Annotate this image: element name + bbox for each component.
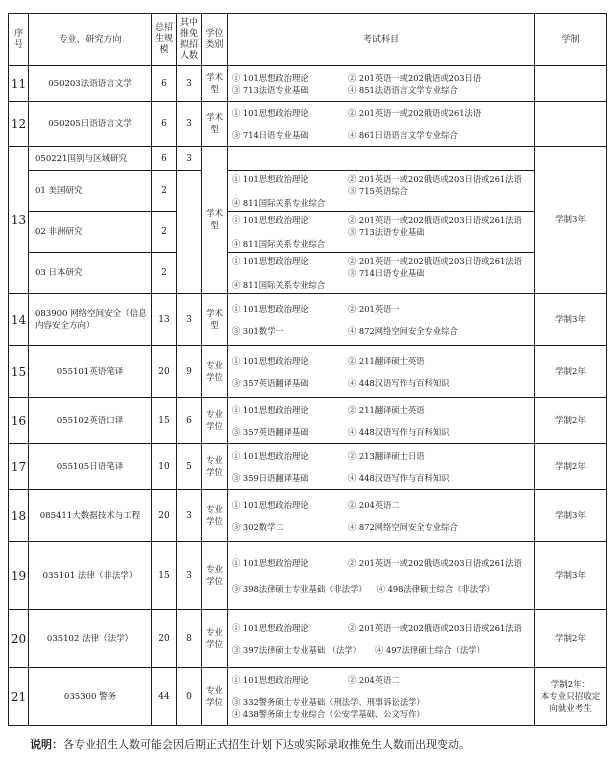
row-exempt: 3 — [177, 294, 202, 346]
row-total: 6 — [152, 147, 177, 171]
row-major: 035102 法律（法学） — [29, 610, 152, 668]
row-seq: 13 — [9, 147, 29, 294]
row-exempt — [177, 171, 202, 294]
row-exam: ① 101思想政治理论 ② 201英语一或202俄语或203日语或261法语 ③ 397法律硕士专业基础 （法学） ④ 497法律硕士综合（法学） — [228, 610, 535, 668]
row-exam: ① 101思想政治理论 ② 201英语一或202俄语或203日语或261法语 ③ 398法律硕士专业基础（非法学） ④ 498法律硕士综合（非法学） — [228, 542, 535, 610]
row-exempt: 3 — [177, 542, 202, 610]
table-row — [9, 444, 607, 490]
row-total: 20 — [152, 610, 177, 668]
admissions-table — [8, 13, 607, 726]
row-exempt: 9 — [177, 346, 202, 398]
row-duration — [535, 102, 607, 147]
row-exam: ① 101思想政治理论 ② 213翻译硕士日语 ③ 359日语翻译基础 ④ 448汉语写作与百科知识 — [228, 444, 535, 490]
row-major: 083900 网络空间安全（信息内容安全方向） — [29, 294, 152, 346]
row-duration: 学制2年 — [535, 444, 607, 490]
row-exempt: 6 — [177, 398, 202, 444]
row-seq: 21 — [9, 668, 29, 726]
row-exam: ① 101思想政治理论 ② 201英语一或202俄语或203日语或261法语 ③ 715英语综合 ④ 811国际关系专业综合 — [228, 171, 535, 212]
table-row — [9, 102, 607, 147]
table-row — [9, 398, 607, 444]
row-major: 035300 警务 — [29, 668, 152, 726]
row-exempt: 3 — [177, 147, 202, 171]
row-major: 050205日语语言文学 — [29, 102, 152, 147]
row-total: 2 — [152, 212, 177, 253]
row-major: 055105日语笔译 — [29, 444, 152, 490]
row-major: 055101英语笔译 — [29, 346, 152, 398]
row-exempt: 3 — [177, 490, 202, 542]
header-exam: 考试科目 — [228, 14, 535, 66]
row-total: 20 — [152, 346, 177, 398]
row-duration: 学制2年： 本专业只招收定 向就业考生 — [535, 668, 607, 726]
row-exam: ① 101思想政治理论 ② 201英语一 ③ 301数学一 ④ 872网络空间安全专业综合 — [228, 294, 535, 346]
row-degree: 学术 型 — [202, 102, 228, 147]
footnote-text: 各专业招生人数可能会因后期正式招生计划下达或实际录取推免生人数而出现变动。 — [63, 738, 470, 751]
row-total: 2 — [152, 253, 177, 294]
row-duration: 学制3年 — [535, 147, 607, 294]
row-degree: 学术 型 — [202, 66, 228, 102]
row-duration: 学制2年 — [535, 398, 607, 444]
table-row — [9, 171, 607, 212]
table-row — [9, 66, 607, 102]
row-seq: 11 — [9, 66, 29, 102]
row-exempt: 3 — [177, 66, 202, 102]
row-seq: 16 — [9, 398, 29, 444]
header-degree: 学位 类别 — [202, 14, 228, 66]
row-degree: 学术 型 — [202, 294, 228, 346]
row-total: 6 — [152, 66, 177, 102]
row-total: 2 — [152, 171, 177, 212]
row-exam — [228, 147, 535, 171]
table-row — [9, 610, 607, 668]
row-duration: 学制2年 — [535, 346, 607, 398]
row-duration: 学制3年 — [535, 294, 607, 346]
row-major: 01 美国研究 — [29, 171, 152, 212]
row-exempt: 0 — [177, 668, 202, 726]
row-total: 20 — [152, 490, 177, 542]
row-major: 035101 法律（非法学） — [29, 542, 152, 610]
row-exam: ① 101思想政治理论 ② 211翻译硕士英语 ③ 357英语翻译基础 ④ 448汉语写作与百科知识 — [228, 346, 535, 398]
row-seq: 17 — [9, 444, 29, 490]
table-row — [9, 147, 607, 171]
table-row — [9, 253, 607, 294]
row-exempt: 3 — [177, 102, 202, 147]
table-row — [9, 490, 607, 542]
header-duration: 学制 — [535, 14, 607, 66]
table-header — [9, 14, 607, 66]
footnote — [30, 736, 470, 752]
row-total: 15 — [152, 398, 177, 444]
row-exam: ① 101思想政治理论 ② 201英语一或202俄语或203日语或261法语 ③ 714日语专业基础 ④ 811国际关系专业综合 — [228, 253, 535, 294]
row-major: 050203法语语言文学 — [29, 66, 152, 102]
table-row — [9, 542, 607, 610]
row-exam: ① 101思想政治理论 ② 201英语一或202俄语或203日语或261法语 ③ 713法语专业基础 ④ 811国际关系专业综合 — [228, 212, 535, 253]
table-row — [9, 212, 607, 253]
row-degree: 专业 学位 — [202, 668, 228, 726]
row-major: 050221国别与区域研究 — [29, 147, 152, 171]
row-exempt: 8 — [177, 610, 202, 668]
row-duration: 学制3年 — [535, 490, 607, 542]
row-exam: ① 101思想政治理论 ② 201英语一或202俄语或261法语 ③ 714日语专业基础 ④ 861日语语言文学专业综合 — [228, 102, 535, 147]
row-major: 085411大数据技术与工程 — [29, 490, 152, 542]
row-major: 02 非洲研究 — [29, 212, 152, 253]
row-exam: ① 101思想政治理论 ② 211翻译硕士英语 ③ 357英语翻译基础 ④ 448汉语写作与百科知识 — [228, 398, 535, 444]
row-total: 44 — [152, 668, 177, 726]
row-seq: 19 — [9, 542, 29, 610]
row-seq: 12 — [9, 102, 29, 147]
header-exempt: 其中 推免 拟招 人数 — [177, 14, 202, 66]
row-degree: 专业 学位 — [202, 346, 228, 398]
row-total: 13 — [152, 294, 177, 346]
row-duration: 学制2年 — [535, 610, 607, 668]
row-exempt: 5 — [177, 444, 202, 490]
table-row — [9, 346, 607, 398]
row-major: 055102英语口译 — [29, 398, 152, 444]
row-degree: 专业 学位 — [202, 542, 228, 610]
row-exam: ① 101思想政治理论 ② 204英语二 ③ 332警务硕士专业基础（刑法学、刑事诉讼法学） ④ 438警务硕士专业综合（公安学基础、公文写作） — [228, 668, 535, 726]
row-exam: ① 101思想政治理论 ② 201英语一或202俄语或203日语 ③ 713法语专业基础 ④ 851法语语言文学专业综合 — [228, 66, 535, 102]
row-seq: 20 — [9, 610, 29, 668]
table-row — [9, 294, 607, 346]
table-row — [9, 668, 607, 726]
row-degree: 专业 学位 — [202, 610, 228, 668]
row-exam: ① 101思想政治理论 ② 204英语二 ③ 302数学二 ④ 872网络空间安全专业综合 — [228, 490, 535, 542]
row-total: 6 — [152, 102, 177, 147]
row-total: 15 — [152, 542, 177, 610]
row-degree: 专业 学位 — [202, 398, 228, 444]
row-degree: 学术 型 — [202, 147, 228, 294]
footnote-label: 说明： — [30, 738, 63, 751]
row-seq: 15 — [9, 346, 29, 398]
header-major: 专业、研究方向 — [29, 14, 152, 66]
row-duration — [535, 66, 607, 102]
row-total: 10 — [152, 444, 177, 490]
row-degree: 专业 学位 — [202, 444, 228, 490]
header-total: 总招 生规 模 — [152, 14, 177, 66]
row-degree: 专业 学位 — [202, 490, 228, 542]
row-seq: 18 — [9, 490, 29, 542]
row-duration: 学制3年 — [535, 542, 607, 610]
row-seq: 14 — [9, 294, 29, 346]
row-major: 03 日本研究 — [29, 253, 152, 294]
header-seq: 序 号 — [9, 14, 29, 66]
